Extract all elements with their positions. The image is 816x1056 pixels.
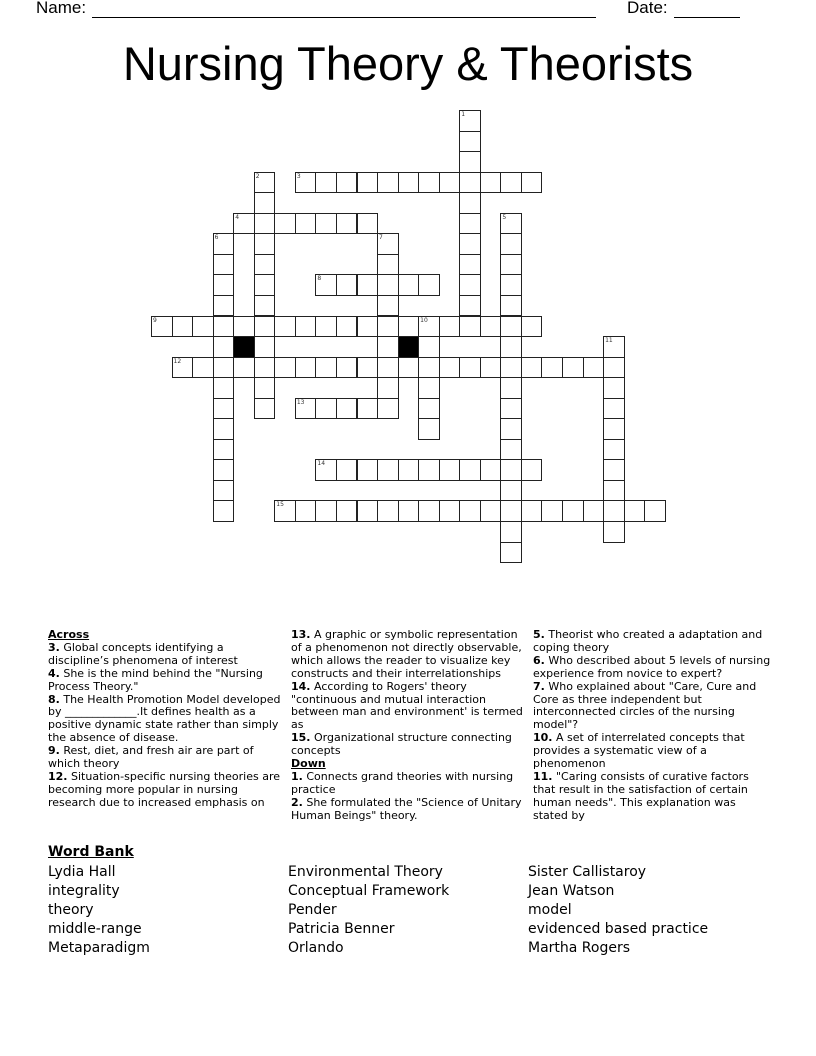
grid-cell[interactable] — [624, 500, 646, 522]
word-bank-item: Conceptual Framework — [288, 883, 450, 899]
clue — [533, 681, 771, 733]
clue-text: Connects grand theories with nursing practice — [291, 769, 514, 796]
grid-cell[interactable] — [500, 542, 522, 564]
grid-cell[interactable] — [336, 500, 358, 522]
clue-text: Global concepts identifying a discipline’s phenomena of interest — [48, 640, 238, 667]
word-bank-item: model — [528, 902, 572, 918]
clue — [533, 629, 771, 655]
grid-cell[interactable] — [398, 172, 420, 194]
clue — [48, 642, 286, 668]
clue-number: 11. — [533, 769, 553, 783]
word-bank-item: Sister Callistaroy — [528, 864, 647, 880]
clue-number: 11 — [605, 337, 613, 345]
word-bank-column — [48, 863, 150, 958]
clue-number: 3. — [48, 640, 60, 654]
grid-cell[interactable] — [336, 274, 358, 296]
word-bank-item: Jean Watson — [528, 883, 615, 899]
grid-cell[interactable] — [213, 459, 235, 481]
grid-cell[interactable] — [336, 459, 358, 481]
grid-cell[interactable] — [398, 357, 420, 379]
grid-cell[interactable] — [603, 439, 625, 461]
clue-number: 10 — [420, 316, 428, 324]
grid-cell[interactable] — [213, 480, 235, 502]
grid-cell[interactable] — [500, 336, 522, 358]
grid-cell[interactable] — [315, 500, 337, 522]
grid-cell[interactable] — [459, 357, 481, 379]
grid-cell[interactable] — [459, 110, 481, 132]
grid-cell[interactable] — [315, 398, 337, 420]
grid-cell[interactable] — [500, 295, 522, 317]
grid-cell[interactable] — [500, 274, 522, 296]
word-bank-item: integrality — [48, 883, 120, 899]
word-bank-item: evidenced based practice — [528, 921, 709, 937]
grid-cell[interactable] — [459, 233, 481, 255]
grid-cell[interactable] — [377, 377, 399, 399]
grid-cell[interactable] — [500, 172, 522, 194]
grid-cell[interactable] — [644, 500, 666, 522]
grid-cell[interactable] — [315, 274, 337, 296]
grid-cell[interactable] — [254, 357, 276, 379]
grid-cell[interactable] — [583, 500, 605, 522]
clue-number: 3 — [296, 172, 301, 180]
grid-cell[interactable] — [357, 274, 379, 296]
grid-cell[interactable] — [398, 500, 420, 522]
grid-cell[interactable] — [233, 213, 255, 235]
grid-cell[interactable] — [500, 459, 522, 481]
down-heading: Down — [291, 757, 326, 771]
grid-cell[interactable] — [254, 233, 276, 255]
clue-number: 6 — [214, 234, 219, 242]
grid-cell[interactable] — [377, 254, 399, 276]
clue-text: She formulated the "Science of Unitary Human Beings" theory. — [291, 795, 522, 822]
clue-number: 6. — [533, 653, 545, 667]
grid-cell[interactable] — [541, 500, 563, 522]
grid-cell[interactable] — [521, 172, 543, 194]
grid-cell[interactable] — [377, 274, 399, 296]
clue-number: 2 — [255, 172, 260, 180]
grid-cell[interactable] — [315, 357, 337, 379]
grid-cell[interactable] — [295, 172, 317, 194]
grid-cell[interactable] — [418, 274, 440, 296]
grid-cell[interactable] — [459, 172, 481, 194]
grid-cell[interactable] — [357, 172, 379, 194]
clue-number: 8. — [48, 692, 60, 706]
clues-column-3 — [533, 629, 771, 823]
grid-cell[interactable] — [377, 233, 399, 255]
grid-cell[interactable] — [377, 316, 399, 338]
grid-cell[interactable] — [254, 213, 276, 235]
clue-number: 15. — [291, 731, 311, 745]
clue — [533, 732, 771, 771]
word-bank-item: Pender — [288, 902, 337, 918]
page-title: Nursing Theory & Theorists — [122, 37, 694, 90]
grid-cell[interactable] — [377, 398, 399, 420]
grid-cell[interactable] — [418, 398, 440, 420]
black-cell — [398, 336, 420, 358]
grid-cell[interactable] — [377, 295, 399, 317]
grid-cell[interactable] — [480, 500, 502, 522]
grid-cell[interactable] — [439, 500, 461, 522]
grid-cell[interactable] — [500, 480, 522, 502]
word-bank-item: Metaparadigm — [48, 940, 150, 956]
grid-cell[interactable] — [274, 213, 296, 235]
clue-number: 13 — [296, 398, 305, 406]
grid-cell[interactable] — [377, 459, 399, 481]
grid-cell[interactable] — [233, 357, 255, 379]
grid-cell[interactable] — [254, 336, 276, 358]
clue-text: A graphic or symbolic representation of a phenomenon not directly observable, which allows the reader to visualize key constructs and their interrelationships — [291, 628, 522, 680]
clue-text: Rest, diet, and fresh air are part of which theory — [48, 744, 254, 771]
clue-number: 2. — [291, 795, 303, 809]
grid-cell[interactable] — [213, 500, 235, 522]
grid-cell[interactable] — [254, 172, 276, 194]
grid-cell[interactable] — [500, 233, 522, 255]
clue-number: 7 — [379, 234, 383, 242]
clue — [48, 745, 286, 771]
clue — [48, 694, 286, 746]
word-bank-item: Martha Rogers — [528, 940, 631, 956]
clue-number: 4. — [48, 666, 60, 680]
clue-number: 12 — [173, 357, 182, 365]
grid-cell[interactable] — [254, 254, 276, 276]
word-bank-item: Lydia Hall — [48, 864, 116, 880]
clue-number: 9. — [48, 744, 60, 758]
clue-text: According to Rogers' theory "continuous and mutual interaction between man and environment' is termed as — [291, 679, 523, 732]
name-label: Name: — [36, 0, 87, 17]
grid-cell[interactable] — [521, 357, 543, 379]
grid-cell[interactable] — [192, 316, 214, 338]
grid-cell[interactable] — [480, 459, 502, 481]
grid-cell[interactable] — [315, 459, 337, 481]
grid-cell[interactable] — [357, 500, 379, 522]
grid-cell[interactable] — [418, 459, 440, 481]
grid-cell[interactable] — [521, 459, 543, 481]
grid-cell[interactable] — [418, 336, 440, 358]
grid-cell[interactable] — [500, 357, 522, 379]
grid-cell[interactable] — [459, 295, 481, 317]
grid-cell[interactable] — [418, 377, 440, 399]
grid-cell[interactable] — [521, 316, 543, 338]
clue-number: 13. — [291, 628, 311, 641]
grid-cell[interactable] — [151, 316, 173, 338]
grid-cell[interactable] — [213, 295, 235, 317]
clues-column-1 — [48, 629, 286, 810]
grid-cell[interactable] — [398, 274, 420, 296]
clue-number: 7. — [533, 679, 545, 693]
clue-number: 5 — [502, 213, 507, 221]
grid-cell[interactable] — [603, 521, 625, 543]
clue-number: 1 — [461, 111, 466, 118]
grid-cell[interactable] — [274, 500, 296, 522]
grid-cell[interactable] — [357, 316, 379, 338]
grid-cell[interactable] — [583, 357, 605, 379]
clue-number: 14. — [291, 679, 311, 693]
grid-cell[interactable] — [295, 500, 317, 522]
clue-number: 12. — [48, 769, 68, 783]
clue — [291, 771, 529, 797]
grid-cell[interactable] — [315, 172, 337, 194]
grid-cell[interactable] — [500, 377, 522, 399]
grid-cell[interactable] — [603, 480, 625, 502]
grid-cell[interactable] — [459, 316, 481, 338]
grid-cell[interactable] — [254, 295, 276, 317]
clue — [48, 771, 286, 810]
date-label: Date: — [627, 0, 668, 17]
clue-number: 9 — [153, 316, 157, 324]
grid-cell[interactable] — [254, 377, 276, 399]
clues-column-2 — [291, 629, 529, 823]
grid-cell[interactable] — [377, 500, 399, 522]
grid-cell[interactable] — [603, 377, 625, 399]
clue-text: Who explained about "Care, Cure and Core as three independent but interconnected circles of the nursing model"? — [533, 679, 757, 732]
grid-cell[interactable] — [500, 398, 522, 420]
grid-cell[interactable] — [254, 398, 276, 420]
grid-cell[interactable] — [439, 357, 461, 379]
grid-cell[interactable] — [233, 316, 255, 338]
across-heading: Across — [48, 628, 90, 641]
grid-cell[interactable] — [254, 316, 276, 338]
clue-text: Organizational structure connecting concepts — [291, 731, 512, 758]
word-bank-item: theory — [48, 902, 94, 918]
grid-cell[interactable] — [254, 192, 276, 214]
grid-cell[interactable] — [418, 357, 440, 379]
clue — [48, 668, 286, 694]
grid-cell[interactable] — [213, 336, 235, 358]
clue-number: 10. — [533, 731, 553, 745]
grid-cell[interactable] — [213, 357, 235, 379]
grid-cell[interactable] — [459, 131, 481, 153]
grid-cell[interactable] — [315, 316, 337, 338]
grid-cell[interactable] — [336, 357, 358, 379]
grid-cell[interactable] — [295, 398, 317, 420]
grid-cell[interactable] — [315, 213, 337, 235]
grid-cell[interactable] — [418, 500, 440, 522]
grid-cell[interactable] — [213, 418, 235, 440]
word-bank-column — [288, 863, 449, 958]
grid-cell[interactable] — [439, 316, 461, 338]
word-bank-column — [528, 863, 708, 958]
grid-cell[interactable] — [213, 439, 235, 461]
word-bank-item: middle-range — [48, 921, 142, 937]
grid-cell[interactable] — [192, 357, 214, 379]
clue — [291, 629, 529, 681]
clue-text: She is the mind behind the "Nursing Process Theory." — [48, 666, 263, 693]
grid-cell[interactable] — [480, 357, 502, 379]
clue — [291, 681, 529, 733]
grid-cell[interactable] — [295, 213, 317, 235]
grid-cell[interactable] — [357, 357, 379, 379]
clue-number: 15 — [276, 501, 284, 509]
grid-cell[interactable] — [336, 172, 358, 194]
grid-cell[interactable] — [357, 398, 379, 420]
grid-cell[interactable] — [213, 377, 235, 399]
word-bank-item: Orlando — [288, 940, 344, 956]
grid-cell[interactable] — [541, 357, 563, 379]
grid-cell[interactable] — [377, 336, 399, 358]
grid-cell[interactable] — [603, 418, 625, 440]
grid-cell[interactable] — [357, 213, 379, 235]
grid-cell[interactable] — [500, 439, 522, 461]
grid-cell[interactable] — [172, 316, 194, 338]
grid-cell[interactable] — [398, 316, 420, 338]
grid-cell[interactable] — [254, 274, 276, 296]
clue-text: Situation-specific nursing theories are becoming more popular in nursing research due to increased emphasis on — [48, 769, 281, 809]
word-bank-heading: Word Bank — [48, 844, 134, 860]
grid-cell[interactable] — [274, 357, 296, 379]
clue-text: "Caring consists of curative factors that result in the satisfaction of certain human needs". This explanation was stated by — [533, 769, 749, 822]
clue-text: Theorist who created a adaptation and coping theory — [533, 628, 763, 654]
grid-cell[interactable] — [172, 357, 194, 379]
grid-cell[interactable] — [459, 254, 481, 276]
grid-cell[interactable] — [274, 316, 296, 338]
grid-cell[interactable] — [213, 254, 235, 276]
clue — [291, 732, 529, 758]
word-bank-item: Patricia Benner — [288, 921, 395, 937]
clue-text: A set of interrelated concepts that provides a systematic view of a phenomenon — [533, 731, 745, 771]
grid-cell[interactable] — [418, 316, 440, 338]
grid-cell[interactable] — [562, 357, 584, 379]
grid-cell[interactable] — [213, 233, 235, 255]
grid-cell[interactable] — [439, 172, 461, 194]
grid-cell[interactable] — [336, 316, 358, 338]
clue-text: The Health Promotion Model developed by _____________.It defines health as a positive dynamic state rather than simply the absence of disease. — [48, 692, 281, 745]
grid-cell[interactable] — [500, 418, 522, 440]
grid-cell[interactable] — [459, 151, 481, 173]
grid-cell[interactable] — [418, 418, 440, 440]
clue-number: 14 — [317, 460, 326, 468]
grid-cell[interactable] — [500, 213, 522, 235]
grid-cell[interactable] — [295, 316, 317, 338]
clue — [291, 797, 529, 823]
clue-number: 8 — [317, 275, 322, 283]
grid-cell[interactable] — [562, 500, 584, 522]
grid-cell[interactable] — [603, 336, 625, 358]
grid-cell[interactable] — [213, 316, 235, 338]
clue-number: 1. — [291, 769, 303, 783]
grid-cell[interactable] — [480, 316, 502, 338]
grid-cell[interactable] — [357, 459, 379, 481]
clue — [533, 655, 771, 681]
grid-cell[interactable] — [603, 459, 625, 481]
grid-cell[interactable] — [603, 357, 625, 379]
grid-cell[interactable] — [439, 459, 461, 481]
grid-cell[interactable] — [459, 500, 481, 522]
grid-cell[interactable] — [213, 398, 235, 420]
grid-cell[interactable] — [500, 316, 522, 338]
clue-text: Who described about 5 levels of nursing experience from novice to expert? — [533, 653, 771, 680]
grid-cell[interactable] — [459, 274, 481, 296]
grid-cell[interactable] — [603, 500, 625, 522]
grid-cell[interactable] — [459, 459, 481, 481]
grid-cell[interactable] — [377, 357, 399, 379]
grid-cell[interactable] — [459, 192, 481, 214]
clue-number: 4 — [235, 213, 240, 221]
grid-cell[interactable] — [521, 500, 543, 522]
clue-number: 5. — [533, 628, 545, 641]
grid-cell[interactable] — [377, 172, 399, 194]
grid-cell[interactable] — [418, 172, 440, 194]
grid-cell[interactable] — [213, 274, 235, 296]
grid-cell[interactable] — [480, 172, 502, 194]
grid-cell[interactable] — [295, 357, 317, 379]
grid-cell[interactable] — [500, 521, 522, 543]
grid-cell[interactable] — [336, 213, 358, 235]
black-cell — [233, 336, 255, 358]
clue — [533, 771, 771, 823]
word-bank-item: Environmental Theory — [288, 864, 443, 880]
grid-cell[interactable] — [336, 398, 358, 420]
grid-cell[interactable] — [500, 500, 522, 522]
grid-cell[interactable] — [500, 254, 522, 276]
grid-cell[interactable] — [603, 398, 625, 420]
grid-cell[interactable] — [398, 459, 420, 481]
grid-cell[interactable] — [459, 213, 481, 235]
